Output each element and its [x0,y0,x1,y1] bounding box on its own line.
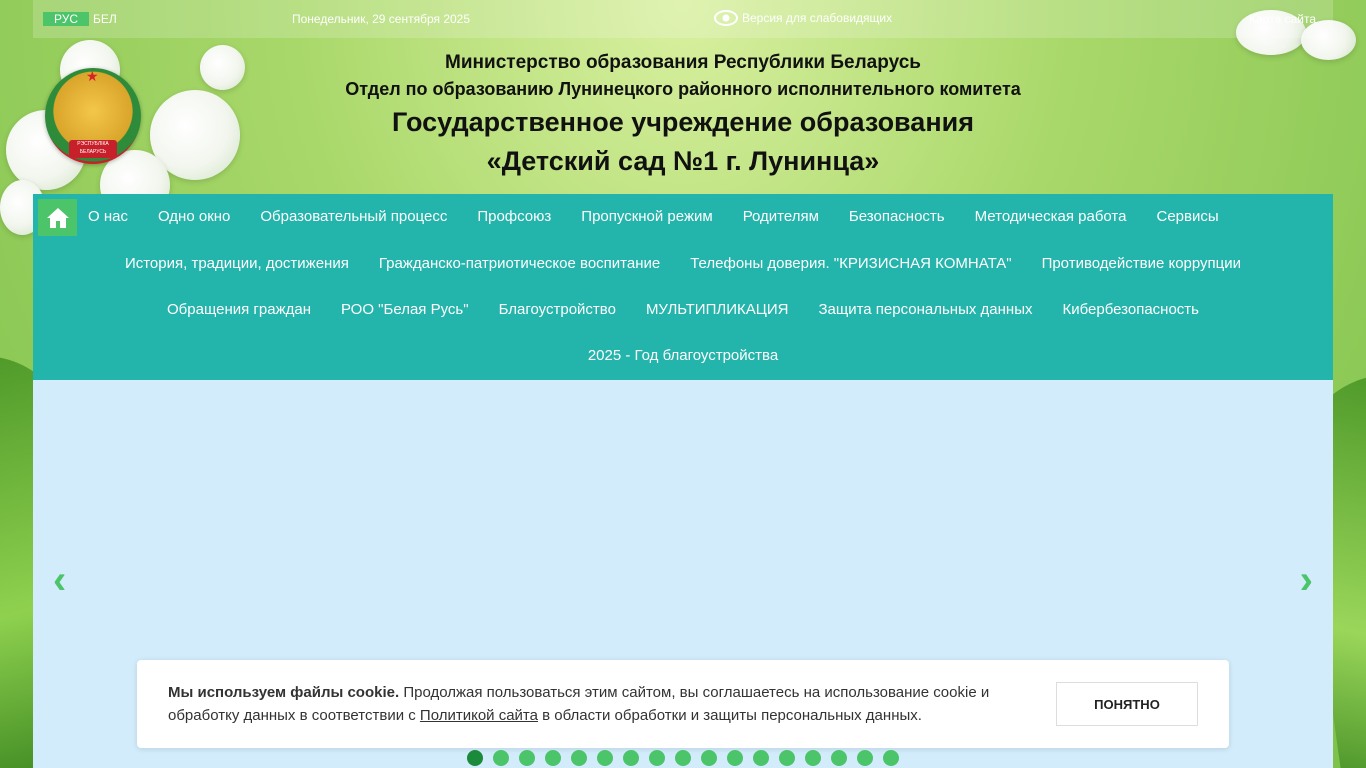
nav-item[interactable]: Обращения граждан [167,301,311,318]
slider-next-button[interactable]: › [1299,558,1313,602]
cookie-banner [137,660,1229,748]
nav-row-2 [33,255,1333,272]
nav-row-4 [33,347,1333,364]
cookie-text: Продолжая пользоваться этим сайтом, вы соглашаетесь на использование cookie и обработку данных в соответствии с [168,684,990,724]
nav-item[interactable]: Профсоюз [477,208,552,225]
slider-dot[interactable] [675,750,691,766]
eye-icon [714,10,738,26]
policy-link[interactable]: Политикой сайта [419,707,538,724]
nav-item[interactable]: Сервисы [1156,208,1219,225]
star-icon: ★ [86,68,99,84]
slider-dot[interactable] [623,750,639,766]
nav-item[interactable]: МУЛЬТИПЛИКАЦИЯ [645,301,789,318]
nav-item[interactable]: Кибербезопасность [1062,301,1199,318]
slider-dot[interactable] [571,750,587,766]
cookie-accept-button[interactable]: ПОНЯТНО [1056,682,1198,726]
slider-dot[interactable] [727,750,743,766]
nav-item[interactable]: Гражданско-патриотическое воспитание [378,255,661,272]
slider-dot[interactable] [753,750,769,766]
nav-row-3 [33,301,1333,318]
nav-item[interactable]: Одно окно [157,208,231,225]
slider-dot[interactable] [649,750,665,766]
nav-item[interactable]: История, традиции, достижения [124,255,349,272]
ministry-title: Министерство образования Республики Беларусь [445,52,921,73]
cookie-title: Мы используем файлы cookie. [168,684,400,701]
nav-item[interactable]: Противодействие коррупции [1041,255,1242,272]
current-date: Понедельник, 29 сентября 2025 [292,12,471,26]
sitemap-link[interactable]: Карта сайта [1249,12,1316,26]
nav-item[interactable]: Безопасность [848,208,945,225]
slider-dot[interactable] [519,750,535,766]
cookie-message [168,681,1048,727]
nav-item[interactable]: Благоустройство [498,301,616,318]
nav-item[interactable]: Методическая работа [974,208,1127,225]
lang-ru-button[interactable]: РУС [43,12,89,26]
slider-dot[interactable] [597,750,613,766]
slider-prev-button[interactable]: ‹ [53,558,67,602]
main-nav [33,194,1333,380]
lang-be-button[interactable]: БЕЛ [93,12,117,26]
nav-item[interactable]: Пропускной режим [581,208,713,225]
slider-dot[interactable] [805,750,821,766]
slider-dot[interactable] [493,750,509,766]
nav-item[interactable]: 2025 - Год благоустройства [587,347,779,364]
nav-item[interactable]: РОО "Белая Русь" [341,301,469,318]
nav-item[interactable]: Образовательный процесс [260,208,448,225]
nav-row-1 [33,208,1333,225]
slider-dot[interactable] [883,750,899,766]
slider-dot[interactable] [779,750,795,766]
slider-dot[interactable] [701,750,717,766]
emblem-band: РЭСПУБЛІКА БЕЛАРУСЬ [69,140,117,158]
slider-dot[interactable] [831,750,847,766]
nav-item[interactable]: Телефоны доверия. "КРИЗИСНАЯ КОМНАТА" [690,255,1012,272]
department-title: Отдел по образованию Лунинецкого районного исполнительного комитета [345,79,1021,99]
slider-dot[interactable] [467,750,483,766]
accessibility-link[interactable] [714,10,892,26]
nav-item[interactable]: О нас [88,208,128,225]
top-bar [33,0,1333,38]
cookie-text-end: в области обработки и защиты персональных данных. [537,707,922,724]
accessibility-label: Версия для слабовидящих [742,11,893,25]
language-switcher [43,12,119,26]
slider-dots [467,750,899,766]
nav-item[interactable]: Родителям [742,208,819,225]
slider-dot[interactable] [545,750,561,766]
nav-item[interactable]: Защита персональных данных [818,301,1033,318]
institution-name: «Детский сад №1 г. Лунинца» [486,146,880,176]
institution-title: Государственное учреждение образования [392,107,974,137]
slider-dot[interactable] [857,750,873,766]
